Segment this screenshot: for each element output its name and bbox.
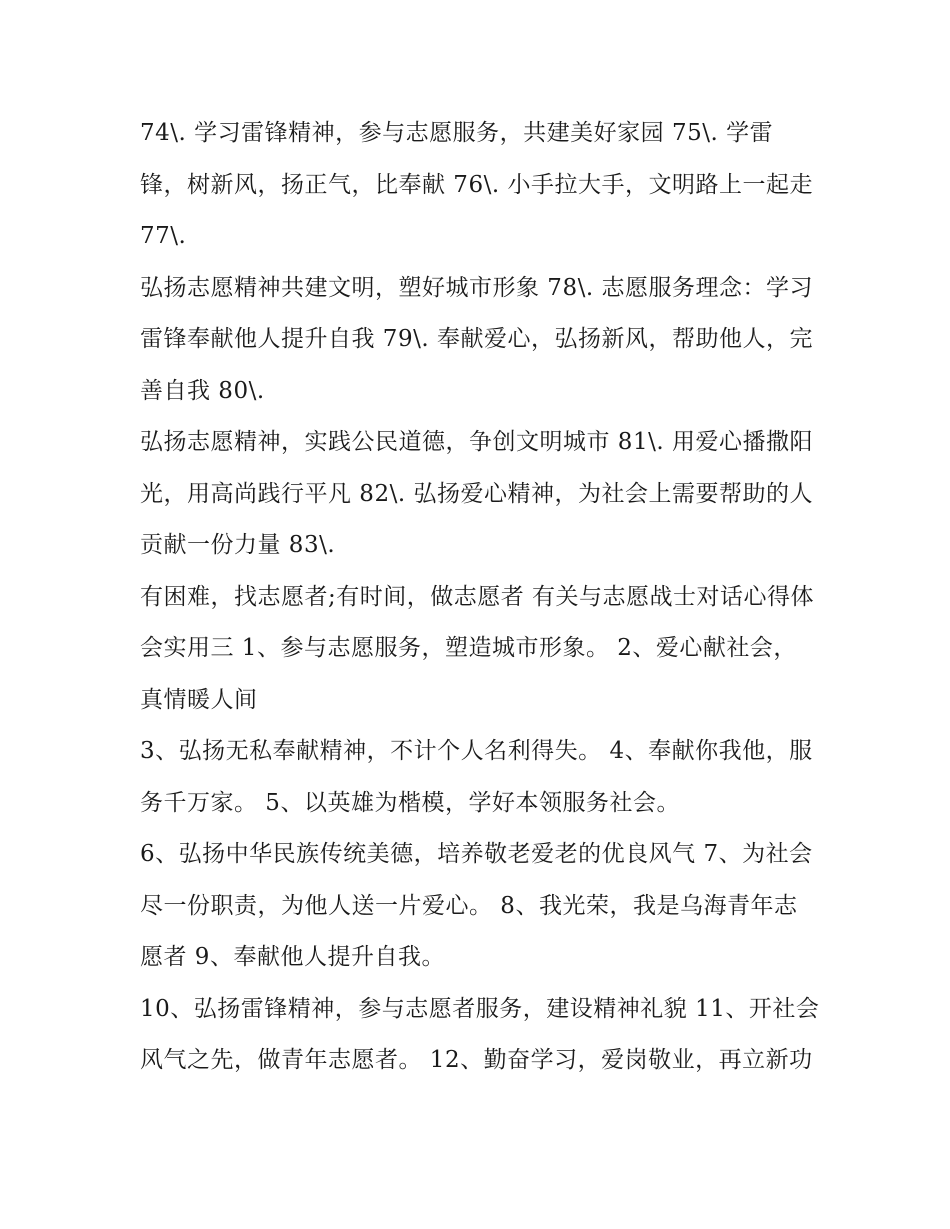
document-body [140,108,820,1087]
paragraph-6: 6、弘扬中华民族传统美德，培养敬老爱老的优良风气 7、为社会尽一份职责，为他人送一片爱心。 8、我光荣，我是乌海青年志愿者 9、奉献他人提升自我。 [140,841,813,970]
paragraph-5: 3、弘扬无私奉献精神，不计个人名利得失。 4、奉献你我他，服务千万家。 5、以英雄为楷模，学好本领服务社会。 [140,738,813,816]
paragraph-3: 弘扬志愿精神，实践公民道德，争创文明城市 81\. 用爱心播撒阳光，用高尚践行平凡 82\. 弘扬爱心精神，为社会上需要帮助的人贡献一份力量 83\. [140,429,813,558]
paragraph-2: 弘扬志愿精神共建文明，塑好城市形象 78\. 志愿服务理念：学习雷锋奉献他人提升自我 79\. 奉献爱心，弘扬新风，帮助他人，完善自我 80\. [140,274,813,404]
paragraph-7: 10、弘扬雷锋精神，参与志愿者服务，建设精神礼貌 11、开社会风气之先，做青年志愿者。 12、勤奋学习，爱岗敬业，再立新功 [140,995,820,1073]
paragraph-1: 74\. 学习雷锋精神，参与志愿服务，共建美好家园 75\. 学雷锋，树新风，扬正气，比奉献 76\. 小手拉大手，文明路上一起走 77\. [140,120,821,249]
paragraph-4: 有困难，找志愿者;有时间，做志愿者 有关与志愿战士对话心得体会实用三 1、参与志愿服务，塑造城市形象。 2、爱心献社会，真情暖人间 [140,583,815,713]
